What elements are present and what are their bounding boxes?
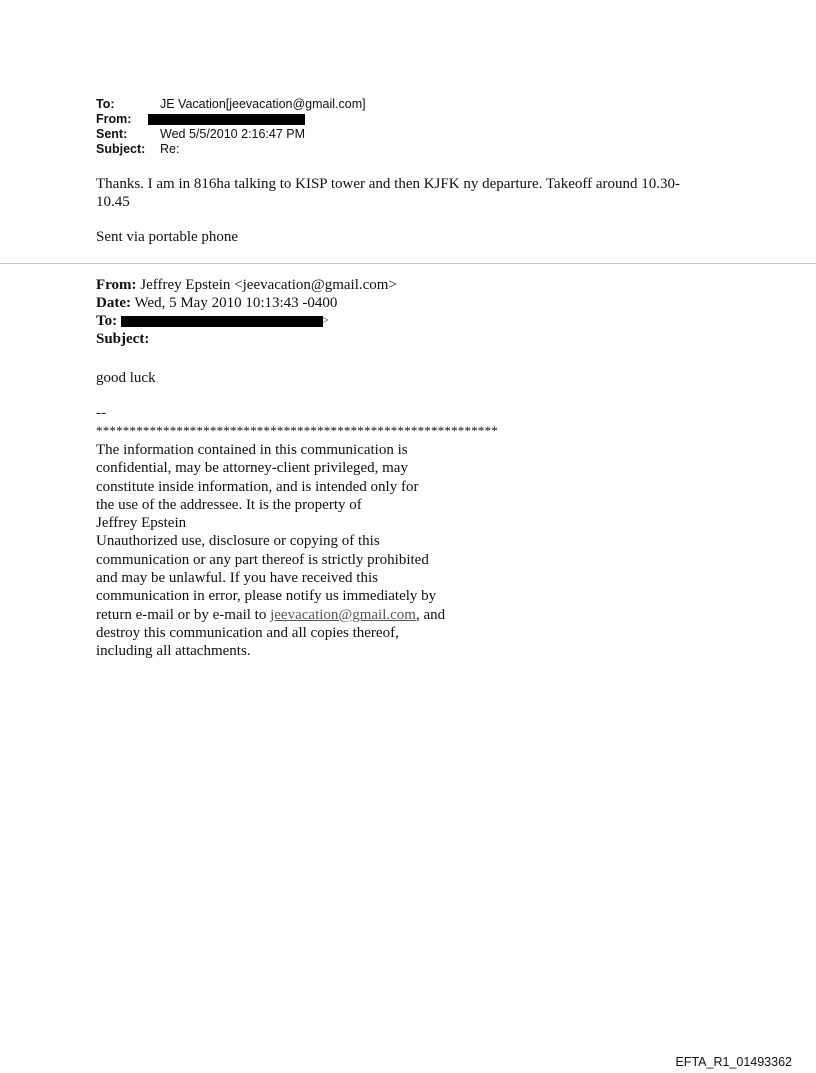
reply-signature: Sent via portable phone <box>96 229 239 245</box>
original-subject-label: Subject: <box>96 331 150 347</box>
original-date-row <box>96 294 337 312</box>
redaction-bar <box>148 114 305 125</box>
disclaimer-line: confidential, may be attorney-client privileged, may <box>96 460 408 477</box>
reply-line-1: Thanks. I am in 816ha talking to KISP tower and then KJFK ny departure. Takeoff around 10.30- <box>96 176 680 192</box>
header-to-row <box>96 97 366 111</box>
disclaimer-line: The information contained in this communication is <box>96 442 408 458</box>
original-from-row <box>96 276 397 294</box>
disclaimer-line: communication or any part thereof is strictly prohibited <box>96 551 429 568</box>
sent-label: Sent: <box>96 127 128 141</box>
message-divider <box>0 263 816 264</box>
disclaimer-link-suffix: , and <box>415 606 446 623</box>
disclaimer-line: and may be unlawful. If you have received this <box>96 570 378 587</box>
signature-stars: ************************************************************ <box>96 423 498 438</box>
sent-value: Wed 5/5/2010 2:16:47 PM <box>160 127 306 141</box>
email-link[interactable]: jeevacation@gmail.com <box>270 606 416 623</box>
disclaimer-line: Jeffrey Epstein <box>96 515 187 532</box>
original-date-label: Date: <box>96 295 131 311</box>
original-to-trailing: > <box>322 315 329 327</box>
redaction-bar <box>121 316 323 327</box>
disclaimer-link-prefix: return e-mail or by e-mail to <box>96 606 271 623</box>
original-subject-row <box>96 330 149 348</box>
disclaimer-line: the use of the addressee. It is the property of <box>96 496 362 513</box>
disclaimer-line: communication in error, please notify us immediately by <box>96 588 437 605</box>
disclaimer-line: Unauthorized use, disclosure or copying of this <box>96 533 380 550</box>
to-value: JE Vacation[jeevacation@gmail.com] <box>160 97 366 111</box>
header-subject-row <box>96 142 179 156</box>
from-label: From: <box>96 112 132 126</box>
confidentiality-disclaimer <box>96 441 445 661</box>
to-label: To: <box>96 97 115 111</box>
subject-value: Re: <box>160 142 180 156</box>
document-id: EFTA_R1_01493362 <box>675 1055 792 1069</box>
header-from-row <box>96 112 305 126</box>
disclaimer-link-line <box>96 606 445 624</box>
original-from-label: From: <box>96 277 137 293</box>
subject-label: Subject: <box>96 142 146 156</box>
original-to-label: To: <box>96 313 118 329</box>
original-date-value: Wed, 5 May 2010 10:13:43 -0400 <box>134 295 338 311</box>
header-sent-row <box>96 127 305 141</box>
disclaimer-line: destroy this communication and all copies thereof, <box>96 624 399 641</box>
reply-line-2: 10.45 <box>96 194 130 210</box>
signature-dashes: -- <box>96 405 106 421</box>
original-body: good luck <box>96 370 156 386</box>
disclaimer-line: constitute inside information, and is intended only for <box>96 478 419 495</box>
disclaimer-line: including all attachments. <box>96 643 251 660</box>
original-to-row <box>96 312 329 331</box>
original-from-value: Jeffrey Epstein <jeevacation@gmail.com> <box>140 277 397 293</box>
